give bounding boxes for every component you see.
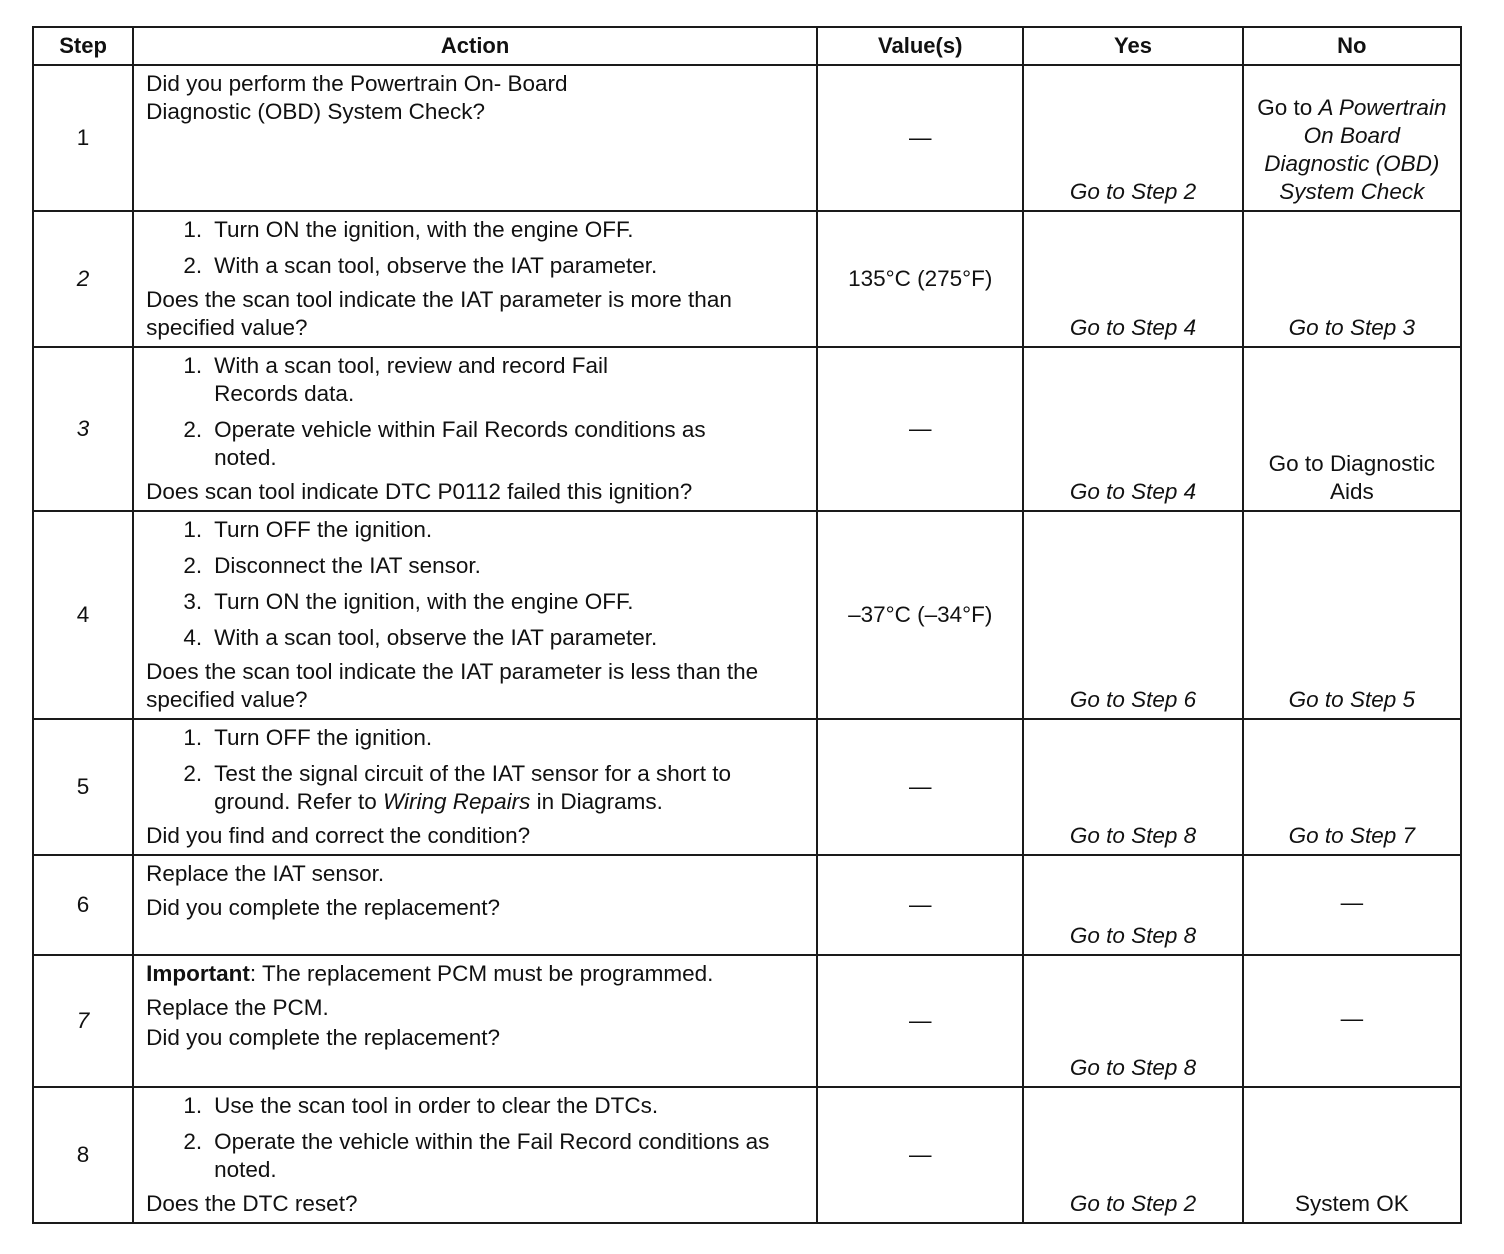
step-number: 8 [33,1087,133,1223]
no-cell: — [1243,855,1461,955]
table-row [33,65,1461,211]
no-link[interactable]: Go to Step 3 [1288,315,1415,340]
yes-cell[interactable] [1023,65,1242,211]
table-row [33,855,1461,955]
table-row [33,719,1461,855]
yes-link[interactable]: Go to Step 6 [1069,687,1197,712]
header-step: Step [33,27,133,65]
value-cell: — [817,855,1023,955]
action-list [146,516,806,652]
step-number: 2 [33,211,133,347]
yes-cell[interactable] [1023,1087,1242,1223]
action-question: Does the scan tool indicate the IAT parameter is more than specified value? [146,287,732,340]
header-no: No [1243,27,1461,65]
list-item: 4. With a scan tool, observe the IAT parameter. [183,625,658,650]
no-cell[interactable] [1243,511,1461,719]
action-question: Does the DTC reset? [146,1191,358,1216]
action-cell [133,855,817,955]
action-instruction: Replace the IAT sensor. [146,861,385,886]
list-item: 2. Operate the vehicle within the Fail Record conditions as noted. [183,1129,770,1182]
no-cell[interactable] [1243,719,1461,855]
table-row [33,511,1461,719]
action-cell [133,65,817,211]
list-item: 2. With a scan tool, observe the IAT parameter. [183,253,658,278]
yes-link[interactable]: Go to Step 2 [1069,1191,1197,1216]
yes-cell[interactable] [1023,511,1242,719]
action-list [146,352,806,472]
step-number: 3 [33,347,133,511]
value-cell: — [817,719,1023,855]
step-number: 5 [33,719,133,855]
action-cell [133,955,817,1087]
value-cell: — [817,955,1023,1087]
important-label: Important [146,961,250,986]
value-cell: — [817,1087,1023,1223]
list-item: 1. Use the scan tool in order to clear the DTCs. [183,1093,659,1118]
step-number: 1 [33,65,133,211]
header-value: Value(s) [817,27,1023,65]
no-link-prefix[interactable]: Go to [1257,95,1319,120]
no-link[interactable]: Go to Step 7 [1288,823,1415,848]
step-number: 4 [33,511,133,719]
important-note: Important: The replacement PCM must be programmed. [146,961,714,986]
step-number: 6 [33,855,133,955]
table-header-row [33,27,1461,65]
action-question: Did you complete the replacement? [146,1025,501,1050]
action-instruction: Replace the PCM. [146,995,329,1020]
no-cell[interactable] [1243,347,1461,511]
table-row [33,211,1461,347]
no-link[interactable]: Go to Step 5 [1288,687,1415,712]
no-cell [1243,1087,1461,1223]
yes-cell[interactable] [1023,719,1242,855]
list-item: 2. Operate vehicle within Fail Records conditions as noted. [183,417,706,470]
action-cell [133,1087,817,1223]
action-list [146,216,806,280]
table-row [33,347,1461,511]
value-cell: — [817,65,1023,211]
yes-cell[interactable] [1023,347,1242,511]
list-item: 1. Turn OFF the ignition. [183,725,433,750]
yes-cell[interactable] [1023,855,1242,955]
action-question: Does the scan tool indicate the IAT parameter is less than the specified value? [146,659,759,712]
yes-link[interactable]: Go to Step 8 [1069,823,1197,848]
yes-link[interactable]: Go to Step 2 [1069,179,1197,204]
yes-link[interactable]: Go to Step 4 [1069,479,1197,504]
action-cell [133,511,817,719]
list-item: 1. Turn ON the ignition, with the engine OFF. [183,217,634,242]
yes-link[interactable]: Go to Step 8 [1069,923,1197,948]
no-cell: — [1243,955,1461,1087]
header-action: Action [133,27,817,65]
yes-link[interactable]: Go to Step 8 [1069,1055,1197,1080]
action-question: Did you perform the Powertrain On- Board Diagnostic (OBD) System Check? [146,71,568,124]
action-question: Did you find and correct the condition? [146,823,531,848]
action-question: Does scan tool indicate DTC P0112 failed this ignition? [146,479,693,504]
wiring-repairs-link[interactable]: Wiring Repairs [382,789,531,814]
value-cell: –37°C (–34°F) [817,511,1023,719]
diagnostic-table [32,26,1462,1224]
table-row [33,1087,1461,1223]
status-text: System OK [1294,1191,1409,1216]
value-cell: 135°C (275°F) [817,211,1023,347]
value-cell: — [817,347,1023,511]
list-item: 3. Turn ON the ignition, with the engine OFF. [183,589,634,614]
yes-cell[interactable] [1023,955,1242,1087]
action-list [146,1092,806,1184]
action-cell [133,347,817,511]
table-row [33,955,1461,1087]
list-item: 2. Test the signal circuit of the IAT sensor for a short to ground. Refer to Wiring Repairs in Diagrams. [183,761,732,814]
list-item: 2. Disconnect the IAT sensor. [183,553,481,578]
action-question: Did you complete the replacement? [146,895,501,920]
step-number: 7 [33,955,133,1087]
no-link[interactable]: A Powertrain On Board Diagnostic (OBD) System Check [1264,95,1447,204]
yes-link[interactable]: Go to Step 4 [1069,315,1197,340]
header-yes: Yes [1023,27,1242,65]
action-list [146,724,806,816]
yes-cell[interactable] [1023,211,1242,347]
action-cell [133,211,817,347]
no-cell[interactable] [1243,211,1461,347]
list-item: 1. With a scan tool, review and record Fail Records data. [183,353,609,406]
no-link[interactable]: Go to Diagnostic Aids [1268,451,1435,504]
list-item: 1. Turn OFF the ignition. [183,517,433,542]
action-cell [133,719,817,855]
no-cell[interactable] [1243,65,1461,211]
